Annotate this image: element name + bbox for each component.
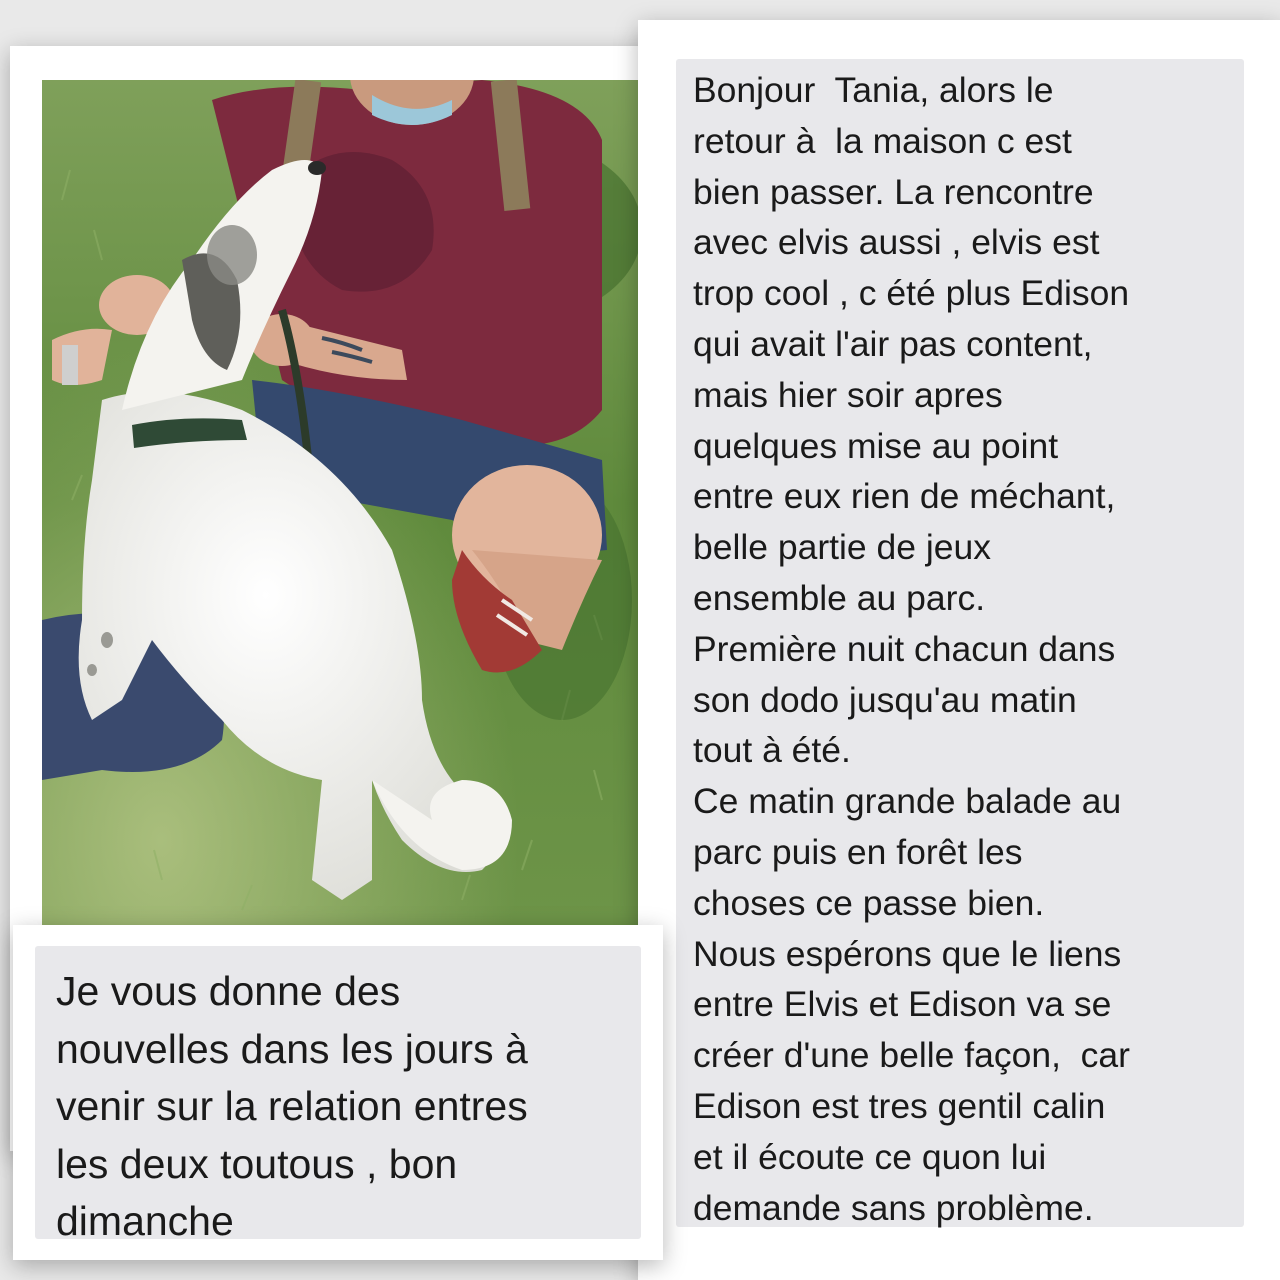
left-message-text: Je vous donne des nouvelles dans les jours à venir sur la relation entres les deux toutous , bon dimanche <box>56 968 528 1244</box>
left-message-bubble <box>35 946 641 1244</box>
dog-photo <box>42 80 638 925</box>
right-message-text: Bonjour Tania, alors le retour à la maison c est bien passer. La rencontre avec elvis aussi , elvis est trop cool , c été plus Edison qui avait l'air pas content, mais hier soir apres quelques mise au point entre eux rien de méchant, belle partie de jeux ensemble au parc. Première nuit chacun dans son dodo jusqu'au matin tout à été. Ce matin grande balade au parc puis en forêt les choses ce passe bien. Nous espérons que le liens entre Elvis et Edison va se créer d'une belle façon, car Edison est tres gentil calin et il écoute ce quon lui demande sans problème. <box>693 70 1130 1228</box>
right-message-card <box>638 20 1280 1280</box>
right-message-bubble <box>676 59 1244 1227</box>
left-message-card <box>13 925 663 1260</box>
dog-photo-icon <box>42 80 638 925</box>
